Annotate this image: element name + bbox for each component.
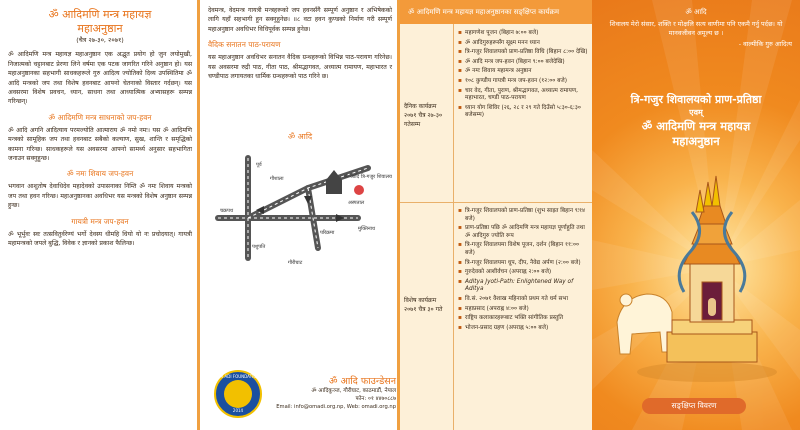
panel-left	[0, 0, 200, 430]
schedule-block2-label: विशेष कार्यक्रम २०७१ चैत्र ३० गते	[404, 297, 443, 313]
map-label-place2: गौरीघाट	[288, 260, 303, 266]
panel2-sec-text: यस महाअनुष्ठान अवधिभर सनातन वैदिक ग्रन्थहरूको विभिन्न पाठ-परायण गरिनेछ। यस अवसरमा रुद्री पाठ, गीता पाठ, श्रीमद्भागवत, अध्यात्म रामायण, महाभारत र चण्डीपाठ लगायतका धार्मिक ग्रन्थहरूको पाठ गरिने छ।	[208, 54, 392, 81]
schedule-header: ॐ आदिमणि मन्त्र महायज्ञ महाअनुष्ठानका सङ्क्षिप्त कार्यक्रम	[400, 0, 592, 24]
cover-title-line2: एवम्	[689, 108, 703, 117]
schedule-item: ▪ प्राण-प्रतिष्ठा पछि ॐ आदिमणि मन्त्र महायज्ञ पूर्णाहुति तथा ॐ आदिगुरु ज्योति रूप	[458, 225, 588, 240]
schedule-item: ▪ ध्यान योग शिविर (२६, २८ र २९ गते दिउँसो ५:३०-६:३० बजेसम्म)	[458, 105, 588, 120]
schedule-item: ▪ Aditya Jyoti-Path: Enlightened Way of Aditya	[458, 279, 588, 294]
panel1-subheading: महाअनुष्ठान	[77, 22, 123, 35]
foundation-name: ॐ आदि फाउन्डेसन	[328, 376, 396, 387]
cover-title	[596, 92, 796, 149]
cover-quote-text: शिवालय मेरो संसार, शक्ति र मोक्षलि सत्य वाणीमा पनि एकमै गर्नु पर्दछ। यो मानवजीवन अमूल्य छ ।	[609, 20, 783, 37]
map-label-place1: मुक्तिनाथ	[358, 226, 376, 232]
map-label-road4: पशुपति	[252, 244, 266, 250]
map-label-road2: चक्रपथ	[220, 208, 234, 214]
panel1-sec1-title: ॐ आदिमणि मन्त्र साधनाको जप-हवन	[48, 112, 152, 122]
map-label-east: पूर्व	[256, 162, 262, 168]
schedule-item: ▪ महागणेश पूजन (बिहान ७:०० बजे)	[458, 30, 588, 38]
schedule-item: ▪ ॐ नमः शिवाय महामन्त्र अनुष्ठान	[458, 68, 588, 76]
schedule-body	[400, 24, 592, 430]
panel2-top-text: देवमन्त्र, वेदमन्त्र गायत्री मन्त्रहरूको जप हवनसँगै सम्पूर्ण अनुष्ठान र अभिषेकको लागि यहाँ सहभागी हुन सक्नुहुनेछ। ॥८ वटा हवन कुण्डको निर्माण गरी सम्पूर्ण महाअनुष्ठान अवधिभर विधिपूर्वक सम्पन्न हुनेछ।	[208, 7, 392, 33]
panel1-sec1-text: ॐ आदि अगनि आदित्याय परमज्योति आत्माराय ॐ नमो नमः। यस ॐ आदिमणि मन्त्रको सामूहिक जप तथा हवनबाट सबैको कल्याण, सुख, शान्ति र समृद्धिको कामना गरिन्छ। साधकहरूले यस अवसरमा आफ्नो सामर्थ्य अनुसार सहभागिता जनाउन सक्नुहुन्छ।	[8, 126, 192, 163]
foundation-phone: फोन: ०१ ४४७०८८७	[355, 396, 396, 402]
schedule-item: ▪ राष्ट्रिय कलाकारहरूबाट भक्ति सांगीतिक प्रस्तुति	[458, 315, 588, 323]
map-label-hospital: अस्पताल	[348, 200, 365, 206]
temple-illustration	[612, 172, 782, 387]
schedule-item: ▪ गुरुदेवको आशीर्वचन (अपराह्न २:०० बजे)	[458, 269, 588, 277]
logo-year: 2014	[232, 408, 244, 413]
foundation-email[interactable]: Email: info@omadi.org.np, Web: omadi.org.np	[276, 404, 396, 410]
schedule-item: ▪ भोजन-प्रसाद ग्रहण (अपराह्न ५:०० बजे)	[458, 325, 588, 333]
panel2-sec-title: वैदिक सनातन पाठ-परायण	[208, 40, 281, 50]
panel2-om-heading: ॐ आदि	[287, 132, 313, 141]
schedule-item: ▪ त्रि-गजुर शिवालयमा विशेष पूजन, दर्शन (बिहान ११:०० बजे)	[458, 242, 588, 257]
foundation-address: ॐ आदिकुञ्ज, गौरीघाट, काठमाडौं, नेपाल	[311, 388, 396, 394]
schedule-block1-list	[458, 30, 588, 122]
foundation-logo	[214, 370, 262, 418]
location-map	[208, 148, 392, 268]
map-label-temple: ॐ आदि त्रि-गजुर शिवालय	[344, 174, 392, 180]
map-label-road1: गौशाला	[270, 176, 284, 182]
schedule-item: ▪ ॐ आदि मन्त्र जप-हवन (बिहान ९:०० बजेदेखि)	[458, 59, 588, 67]
panel-schedule	[400, 0, 592, 430]
logo-text: OM ADI FOUNDATION	[216, 374, 260, 379]
schedule-item: ▪ चार वेद, गीता, पुराण, श्रीमद्भागवत, अध्यात्म रामायण, महाभारत, चण्डी पाठ-परायण	[458, 88, 588, 103]
cover-title-line1: त्रि-गजुर शिवालयको प्राण-प्रतिष्ठा	[630, 93, 762, 106]
schedule-labels	[400, 24, 454, 430]
panel1-sec2-text: भगवान आशुतोष देवाधिदेव महादेवको उपासनाका निम्ति ॐ नमः शिवाय मन्त्रको जप तथा हवन गरिन्छ। महाअनुष्ठानका अवधिभर यस मन्त्रको विशेष अनुष्ठान सम्पन्न हुन्छ।	[8, 183, 192, 210]
panel1-date: (चैत्र २७-३०, २०७१)	[76, 36, 124, 44]
schedule-block1-label: दैनिक कार्यक्रम २०७१ चैत्र २७-३० गतेसम्म	[404, 103, 443, 128]
cover-quote-source: - वाल्मीकि गुरु आदित्य	[738, 40, 792, 48]
panel-middle	[200, 0, 400, 430]
panel-cover	[592, 0, 800, 430]
schedule-divider	[400, 202, 592, 203]
panel1-intro: ॐ आदिमणि मन्त्र महायज्ञ महाअनुष्ठान एक अद्भुत प्रयोग हो जुन लयोमुखी, निजात्मको चट्टानबाट प्रेरणा लिने वर्षमा एक पटक जागरित गरिने अनुष्ठान हो। यस महाअनुष्ठानका सहभागी साधकहरूले गुरु आदित्य ज्योतिको दिव्य उपस्थितिमा ॐ आदि मन्त्रको जप तथा विशेष हवनबाट आफ्नो चेतनाको विस्तार गर्दछन्। यस अवसरमा विशेष प्रवचन, ध्यान, साधना तथा आध्यात्मिक अभ्यासहरू सम्पन्न गरिन्छन्।	[8, 51, 192, 106]
schedule-item: ▪ त्रि-गजुर शिवालयको प्राण-प्रतिष्ठा विधि (बिहान ८:०० देखि)	[458, 49, 588, 57]
summary-button[interactable]: सङ्क्षिप्त विवरण	[642, 398, 746, 414]
panel1-sec3-text: ॐ भूर्भुवः स्वः तत्सवितुर्वरेण्यं भर्गो देवस्य धीमहि धियो यो नः प्रचोदयात्। गायत्री महामन्त्रको जपले बुद्धि, विवेक र ज्ञानको प्रकाश फैलिन्छ।	[8, 230, 192, 248]
cover-title-line4: महाअनुष्ठान	[672, 134, 720, 148]
schedule-item: ▪ ॐ आदिगुरुहरूसँग सूक्ष्म मनन ध्यान	[458, 40, 588, 48]
panel1-sec3-title: गायत्री मन्त्र जप-हवन	[71, 216, 129, 226]
schedule-item: ▪ १०८ कुण्डीय गायत्री मन्त्र जप-हवन (१२:०० बजे)	[458, 78, 588, 86]
schedule-item: ▪ त्रि-गजुर शिवालयको प्राण-प्रतिष्ठा (शुभ साइत बिहान ९ः१४ बजे)	[458, 208, 588, 223]
schedule-item: ▪ महाप्रसाद (अपराह्न ४:०० बजे)	[458, 306, 588, 314]
panel1-heading: ॐ आदिमणि मन्त्र महायज्ञ	[48, 8, 152, 21]
map-label-road3: परिक्रमा	[320, 230, 335, 236]
schedule-item: ▪ वि.सं. २०७१ वैशाख महिनाको प्रथम गते धर्म सभा	[458, 296, 588, 304]
schedule-block2-list	[458, 208, 588, 334]
cover-quote	[600, 20, 792, 49]
schedule-item: ▪ त्रि-गजुर शिवालयमा धूप, दीप, नैवेद्य अर्पण (२:०० बजे)	[458, 260, 588, 268]
cover-om-top: ॐ आदि	[685, 8, 707, 16]
cover-title-line3: ॐ आदिमणि मन्त्र महायज्ञ	[641, 119, 751, 133]
panel1-sec2-title: ॐ नमः शिवाय जप-हवन	[66, 169, 134, 179]
